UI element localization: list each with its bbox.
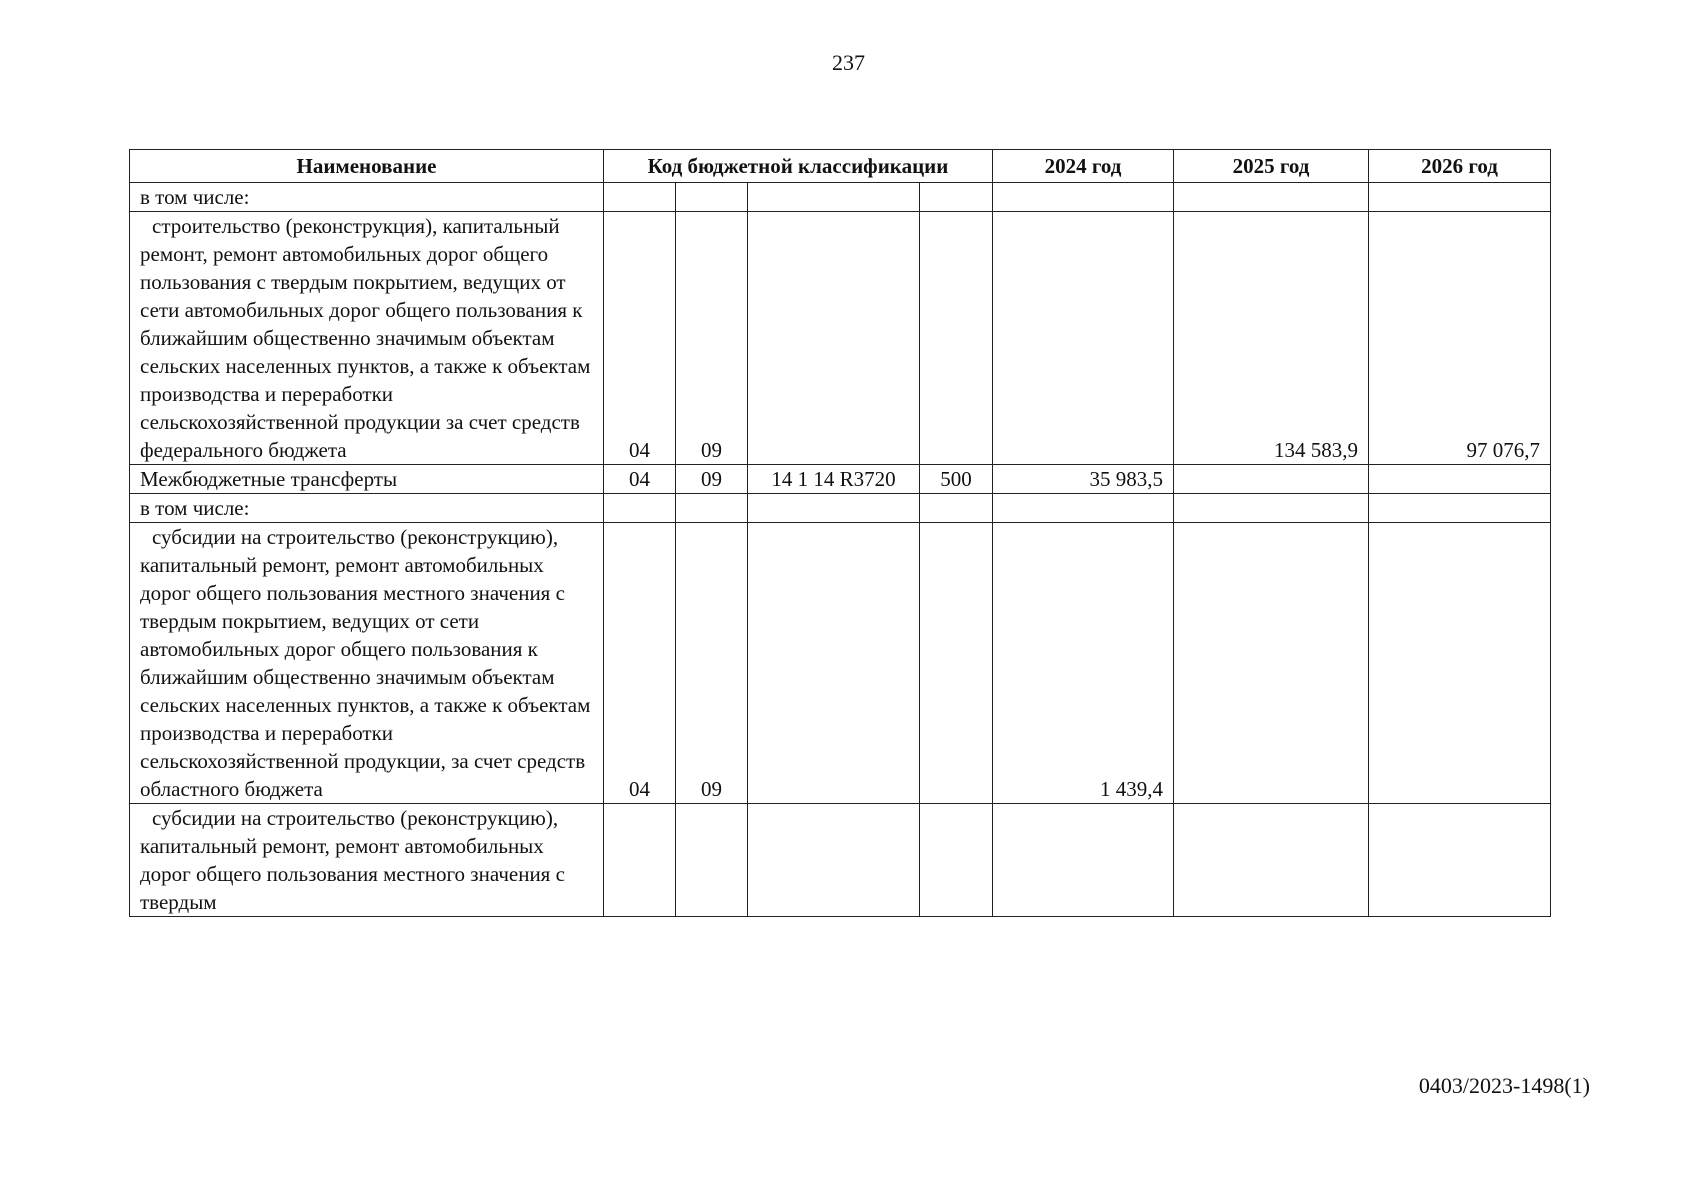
code-section: 04 xyxy=(604,212,676,465)
value-2024 xyxy=(993,804,1174,917)
code-target xyxy=(748,494,920,523)
code-type xyxy=(920,494,993,523)
code-section: 04 xyxy=(604,465,676,494)
header-name: Наименование xyxy=(130,150,604,183)
code-type xyxy=(920,523,993,804)
table-row xyxy=(130,465,1551,494)
value-2025 xyxy=(1174,804,1369,917)
code-target xyxy=(748,183,920,212)
code-subsection: 09 xyxy=(676,523,748,804)
code-section xyxy=(604,494,676,523)
code-subsection: 09 xyxy=(676,212,748,465)
value-2024: 35 983,5 xyxy=(993,465,1174,494)
code-target xyxy=(748,523,920,804)
budget-table xyxy=(129,149,1551,917)
row-name: субсидии на строительство (реконструкцию), капитальный ремонт, ремонт автомобильных дорог общего пользования местного значения с твердым xyxy=(130,804,604,917)
document-code: 0403/2023-1498(1) xyxy=(1418,1073,1590,1098)
value-2026: 97 076,7 xyxy=(1369,212,1551,465)
value-2026 xyxy=(1369,183,1551,212)
code-section xyxy=(604,183,676,212)
header-2026: 2026 год xyxy=(1369,150,1551,183)
code-section xyxy=(604,804,676,917)
value-2026 xyxy=(1369,804,1551,917)
value-2025 xyxy=(1174,494,1369,523)
code-subsection xyxy=(676,494,748,523)
value-2024 xyxy=(993,494,1174,523)
value-2026 xyxy=(1369,494,1551,523)
row-name: субсидии на строительство (реконструкцию), капитальный ремонт, ремонт автомобильных дорог общего пользования местного значения с твердым покрытием, ведущих от сети автомобильных дорог общего пользования к ближайшим общественно значимым объектам сельских населенных пунктов, а также к объектам производства и переработки сельскохозяйственной продукции, за счет средств областного бюджета xyxy=(130,523,604,804)
table-row xyxy=(130,804,1551,917)
value-2025 xyxy=(1174,183,1369,212)
value-2025 xyxy=(1174,523,1369,804)
code-subsection xyxy=(676,804,748,917)
table-row xyxy=(130,523,1551,804)
row-name: в том числе: xyxy=(130,183,604,212)
code-target: 14 1 14 R3720 xyxy=(748,465,920,494)
table-row xyxy=(130,494,1551,523)
code-type xyxy=(920,804,993,917)
table-row xyxy=(130,212,1551,465)
code-type: 500 xyxy=(920,465,993,494)
code-type xyxy=(920,212,993,465)
row-name: Межбюджетные трансферты xyxy=(130,465,604,494)
code-target xyxy=(748,212,920,465)
value-2026 xyxy=(1369,523,1551,804)
page-number: 237 xyxy=(832,50,865,75)
header-code: Код бюджетной классификации xyxy=(604,150,993,183)
table-row xyxy=(130,183,1551,212)
value-2024 xyxy=(993,212,1174,465)
value-2025: 134 583,9 xyxy=(1174,212,1369,465)
value-2024: 1 439,4 xyxy=(993,523,1174,804)
header-2024: 2024 год xyxy=(993,150,1174,183)
code-section: 04 xyxy=(604,523,676,804)
code-target xyxy=(748,804,920,917)
value-2024 xyxy=(993,183,1174,212)
row-name: в том числе: xyxy=(130,494,604,523)
value-2025 xyxy=(1174,465,1369,494)
header-2025: 2025 год xyxy=(1174,150,1369,183)
code-type xyxy=(920,183,993,212)
code-subsection xyxy=(676,183,748,212)
value-2026 xyxy=(1369,465,1551,494)
code-subsection: 09 xyxy=(676,465,748,494)
row-name: строительство (реконструкция), капитальный ремонт, ремонт автомобильных дорог общего пользования с твердым покрытием, ведущих от сети автомобильных дорог общего пользования к ближайшим общественно значимым объектам сельских населенных пунктов, а также к объектам производства и переработки сельскохозяйственной продукции за счет средств федерального бюджета xyxy=(130,212,604,465)
header-row xyxy=(130,150,1551,183)
